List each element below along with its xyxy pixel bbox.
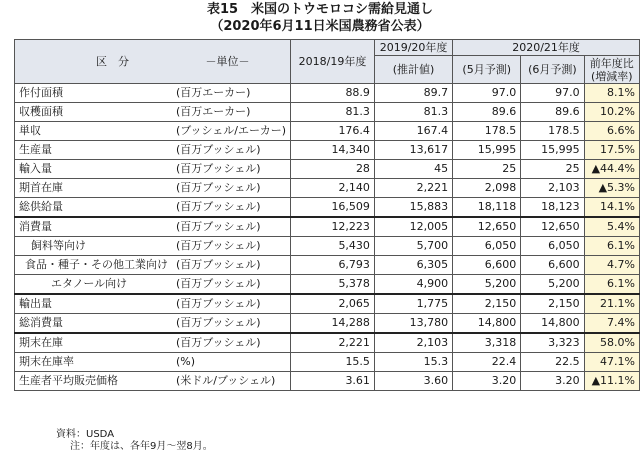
table-row [15, 160, 640, 179]
row-unit: (百万ブッシェル) [172, 179, 291, 198]
row-unit: (百万ブッシェル) [172, 314, 291, 334]
value-june-forecast: 3.20 [521, 372, 584, 391]
value-may-forecast: 18,118 [453, 198, 521, 218]
value-2019: 45 [374, 160, 452, 179]
row-unit: (百万エーカー) [172, 103, 291, 122]
value-may-forecast: 2,150 [453, 294, 521, 314]
value-2018: 88.9 [291, 84, 375, 103]
header-2018: 2018/19年度 [291, 40, 375, 84]
value-2018: 3.61 [291, 372, 375, 391]
value-2019: 13,780 [374, 314, 452, 334]
row-label: 総消費量 [15, 314, 173, 334]
header-kubun: 区 分 [96, 55, 130, 68]
value-2019: 2,103 [374, 333, 452, 353]
row-label: 総供給量 [15, 198, 173, 218]
table-row [15, 237, 640, 256]
value-2019: 15.3 [374, 353, 452, 372]
value-2019: 81.3 [374, 103, 452, 122]
table-row [15, 372, 640, 391]
row-unit: (百万ブッシェル) [172, 333, 291, 353]
row-unit: (ブッシェル/エーカー) [172, 122, 291, 141]
row-unit: (米ドル/ブッシェル) [172, 372, 291, 391]
table-row [15, 353, 640, 372]
table-row [15, 179, 640, 198]
value-yoy-change: 6.1% [584, 237, 639, 256]
value-2019: 167.4 [374, 122, 452, 141]
value-june-forecast: 6,600 [521, 256, 584, 275]
value-2019: 15,883 [374, 198, 452, 218]
value-may-forecast: 3,318 [453, 333, 521, 353]
header-yoy-line1: 前年度比 [589, 56, 634, 70]
row-label: 収穫面積 [15, 103, 173, 122]
value-yoy-change: 5.4% [584, 217, 639, 237]
row-label: 生産者平均販売価格 [15, 372, 173, 391]
value-2019: 13,617 [374, 141, 452, 160]
value-yoy-change: 21.1% [584, 294, 639, 314]
value-2019: 6,305 [374, 256, 452, 275]
table-subtitle: （2020年6月11日米国農務省公表） [210, 19, 430, 34]
header-estimate: (推計値) [374, 56, 452, 84]
table-title: 表15 米国のトウモロコシ需給見通し [206, 2, 434, 17]
value-2019: 12,005 [374, 217, 452, 237]
value-yoy-change: ▲11.1% [584, 372, 639, 391]
row-label: 飼料等向け [15, 237, 173, 256]
supply-demand-table [14, 39, 640, 391]
value-may-forecast: 89.6 [453, 103, 521, 122]
table-row [15, 275, 640, 295]
row-unit: (百万ブッシェル) [172, 256, 291, 275]
value-2019: 89.7 [374, 84, 452, 103]
row-label: 作付面積 [15, 84, 173, 103]
table-body [15, 84, 640, 391]
value-june-forecast: 6,050 [521, 237, 584, 256]
value-2019: 2,221 [374, 179, 452, 198]
value-yoy-change: 17.5% [584, 141, 639, 160]
value-2019: 3.60 [374, 372, 452, 391]
table-row [15, 256, 640, 275]
value-june-forecast: 25 [521, 160, 584, 179]
value-may-forecast: 97.0 [453, 84, 521, 103]
value-yoy-change: 4.7% [584, 256, 639, 275]
table-row [15, 103, 640, 122]
value-yoy-change: 47.1% [584, 353, 639, 372]
table-row [15, 333, 640, 353]
value-may-forecast: 178.5 [453, 122, 521, 141]
footnote-note: 注：年度は、各年9月～翌8月。 [70, 441, 213, 452]
table-row [15, 198, 640, 218]
row-label: 消費量 [15, 217, 173, 237]
value-2018: 5,430 [291, 237, 375, 256]
value-2018: 6,793 [291, 256, 375, 275]
value-may-forecast: 22.4 [453, 353, 521, 372]
row-label: 期末在庫率 [15, 353, 173, 372]
value-2018: 2,221 [291, 333, 375, 353]
value-yoy-change: 58.0% [584, 333, 639, 353]
header-category [15, 40, 291, 84]
row-unit: (百万エーカー) [172, 84, 291, 103]
value-yoy-change: ▲5.3% [584, 179, 639, 198]
value-june-forecast: 2,150 [521, 294, 584, 314]
value-may-forecast: 6,600 [453, 256, 521, 275]
row-label: 輸入量 [15, 160, 173, 179]
value-2019: 5,700 [374, 237, 452, 256]
row-unit: (百万ブッシェル) [172, 217, 291, 237]
value-2018: 28 [291, 160, 375, 179]
footnote-source: 資料：USDA [56, 429, 115, 440]
value-yoy-change: 8.1% [584, 84, 639, 103]
header-yoy-line2: (増減率) [591, 69, 633, 83]
header-unit: －単位－ [205, 55, 250, 68]
table-row [15, 84, 640, 103]
row-unit: (百万ブッシェル) [172, 294, 291, 314]
value-2018: 176.4 [291, 122, 375, 141]
value-june-forecast: 22.5 [521, 353, 584, 372]
value-june-forecast: 14,800 [521, 314, 584, 334]
value-june-forecast: 178.5 [521, 122, 584, 141]
row-label: 期首在庫 [15, 179, 173, 198]
value-2019: 4,900 [374, 275, 452, 295]
table-row [15, 122, 640, 141]
row-unit: (百万ブッシェル) [172, 237, 291, 256]
value-june-forecast: 5,200 [521, 275, 584, 295]
value-may-forecast: 15,995 [453, 141, 521, 160]
row-label: 食品・種子・その他工業向け [15, 256, 173, 275]
value-2018: 81.3 [291, 103, 375, 122]
value-yoy-change: 7.4% [584, 314, 639, 334]
header-group-2019: 2019/20年度 [374, 40, 452, 56]
header-group-2020: 2020/21年度 [453, 40, 640, 56]
value-may-forecast: 3.20 [453, 372, 521, 391]
header-june: (6月予測) [521, 56, 584, 84]
value-may-forecast: 2,098 [453, 179, 521, 198]
table-row [15, 294, 640, 314]
row-label: 輸出量 [15, 294, 173, 314]
value-2018: 14,340 [291, 141, 375, 160]
value-2018: 2,140 [291, 179, 375, 198]
value-june-forecast: 12,650 [521, 217, 584, 237]
value-june-forecast: 89.6 [521, 103, 584, 122]
row-label: 期末在庫 [15, 333, 173, 353]
value-may-forecast: 14,800 [453, 314, 521, 334]
value-yoy-change: 6.6% [584, 122, 639, 141]
value-may-forecast: 6,050 [453, 237, 521, 256]
value-june-forecast: 15,995 [521, 141, 584, 160]
value-june-forecast: 18,123 [521, 198, 584, 218]
value-june-forecast: 2,103 [521, 179, 584, 198]
row-unit: (百万ブッシェル) [172, 198, 291, 218]
value-yoy-change: ▲44.4% [584, 160, 639, 179]
value-yoy-change: 10.2% [584, 103, 639, 122]
table-row [15, 314, 640, 334]
value-2018: 5,378 [291, 275, 375, 295]
value-may-forecast: 25 [453, 160, 521, 179]
value-yoy-change: 6.1% [584, 275, 639, 295]
header-may: (5月予測) [453, 56, 521, 84]
value-2018: 16,509 [291, 198, 375, 218]
value-2019: 1,775 [374, 294, 452, 314]
value-may-forecast: 5,200 [453, 275, 521, 295]
row-unit: (百万ブッシェル) [172, 160, 291, 179]
value-june-forecast: 3,323 [521, 333, 584, 353]
table-row [15, 141, 640, 160]
row-label: 生産量 [15, 141, 173, 160]
value-2018: 15.5 [291, 353, 375, 372]
header-yoy [584, 56, 639, 84]
table-row [15, 217, 640, 237]
row-label: エタノール向け [15, 275, 173, 295]
row-label: 単収 [15, 122, 173, 141]
value-june-forecast: 97.0 [521, 84, 584, 103]
row-unit: (%) [172, 353, 291, 372]
row-unit: (百万ブッシェル) [172, 275, 291, 295]
value-2018: 12,223 [291, 217, 375, 237]
value-yoy-change: 14.1% [584, 198, 639, 218]
value-may-forecast: 12,650 [453, 217, 521, 237]
row-unit: (百万ブッシェル) [172, 141, 291, 160]
value-2018: 14,288 [291, 314, 375, 334]
value-2018: 2,065 [291, 294, 375, 314]
